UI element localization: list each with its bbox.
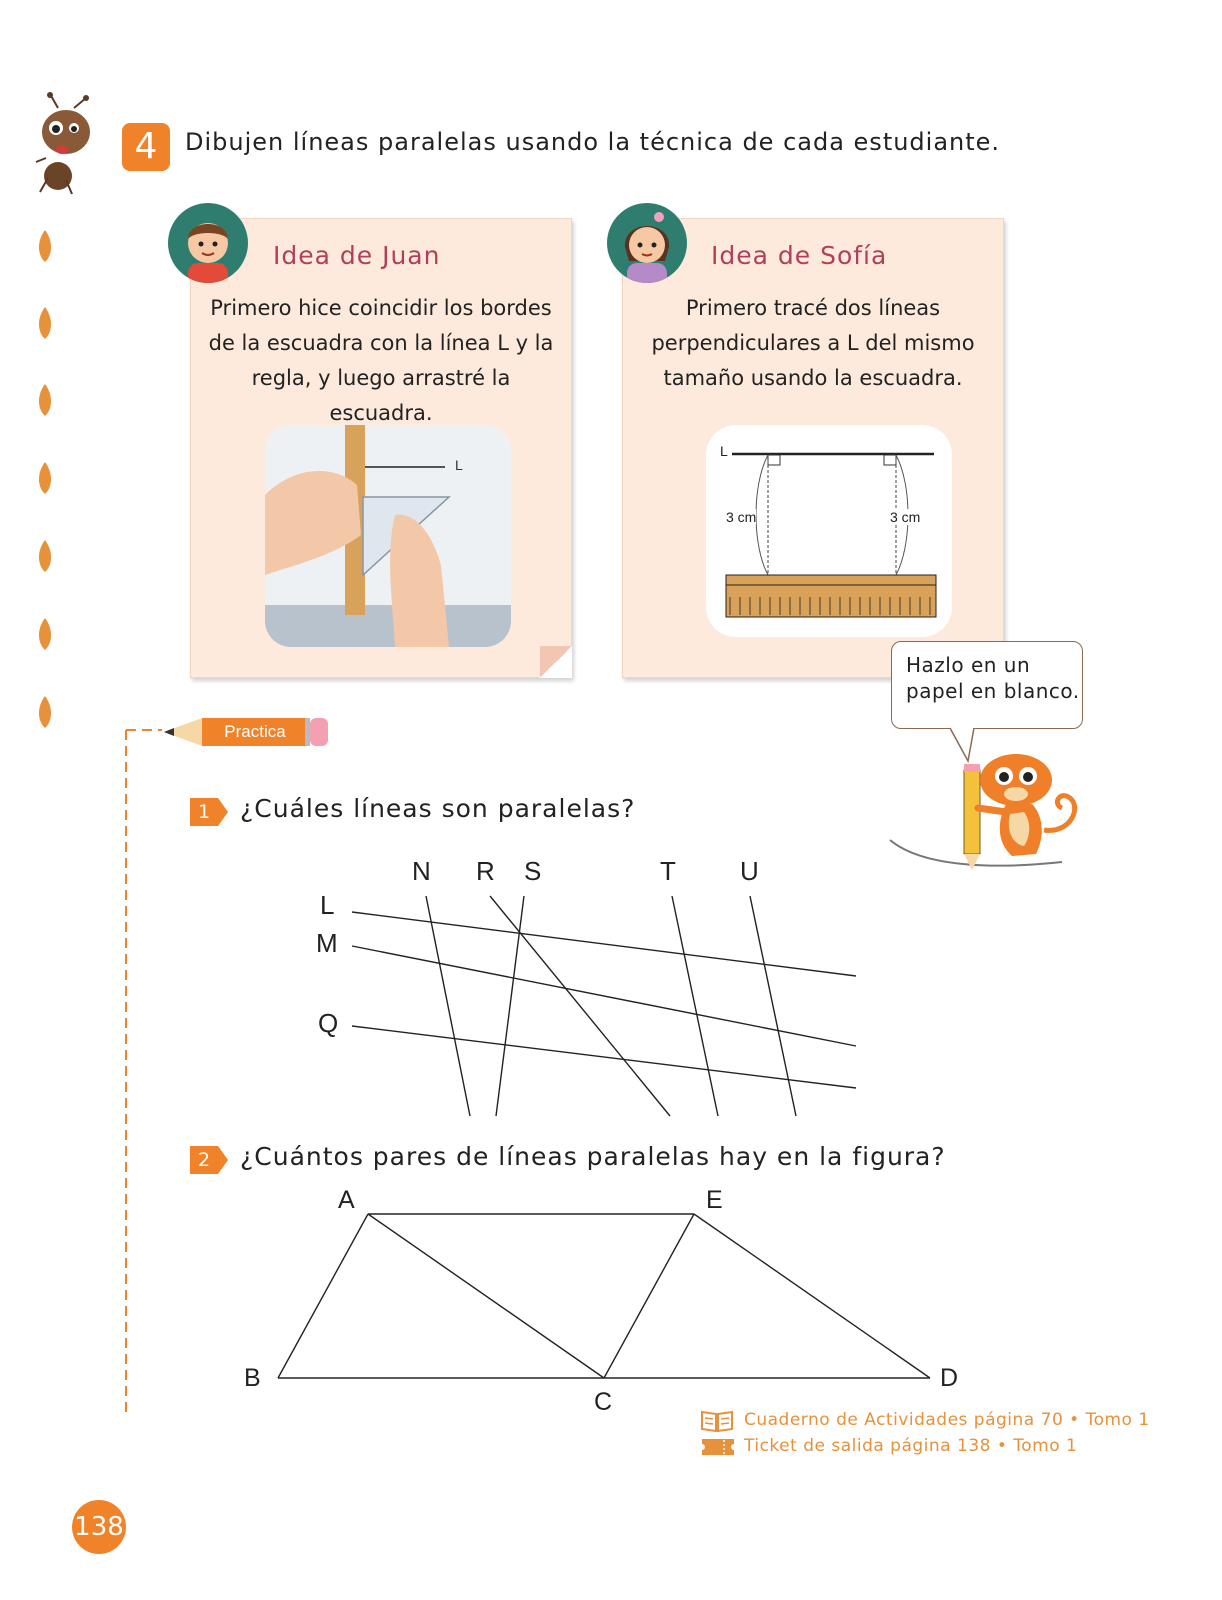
leaf-icon xyxy=(36,230,54,262)
q1-question: ¿Cuáles líneas son paralelas? xyxy=(240,794,636,823)
sofia-measure-left: 3 cm xyxy=(726,509,757,525)
practica-label: Practica xyxy=(205,718,305,746)
leaf-icon xyxy=(36,696,54,728)
sofia-avatar xyxy=(607,203,687,283)
sofia-line-label: L xyxy=(720,443,728,459)
vertex-A: A xyxy=(338,1186,355,1214)
q1-badge: 1 xyxy=(190,798,218,826)
task-instruction: Dibujen líneas paralelas usando la técnica de cada estudiante. xyxy=(185,128,1001,156)
monkey-mascot xyxy=(886,734,1100,874)
bubble-line-2: papel en blanco. xyxy=(906,679,1080,703)
page-number: 138 xyxy=(72,1500,126,1554)
bubble-line-1: Hazlo en un xyxy=(906,653,1031,677)
sofia-card-text: Primero tracé dos líneas perpendiculares a L del mismo tamaño usando la escuadra. xyxy=(651,296,975,390)
line-U xyxy=(750,896,796,1116)
label-L: L xyxy=(320,890,335,920)
leaf-icon xyxy=(36,462,54,494)
line-T xyxy=(672,896,718,1116)
speech-bubble xyxy=(891,641,1083,729)
vertex-E: E xyxy=(706,1186,723,1214)
q1-lines-figure xyxy=(300,848,870,1128)
line-S xyxy=(496,896,524,1116)
label-U: U xyxy=(740,856,759,886)
page-fold xyxy=(540,646,572,678)
q2-figure xyxy=(240,1186,970,1416)
label-M: M xyxy=(316,928,338,958)
sofia-figure xyxy=(706,425,952,637)
juan-card-title: Idea de Juan xyxy=(273,241,441,270)
ticket-icon xyxy=(700,1438,736,1456)
ticket-reference: Ticket de salida página 138 • Tomo 1 xyxy=(744,1436,1078,1456)
vertex-C: C xyxy=(594,1388,613,1416)
label-N: N xyxy=(412,856,431,886)
line-M xyxy=(352,946,856,1046)
juan-card-text: Primero hice coincidir los bordes de la escuadra con la línea L y la regla, y luego arrastré la escuadra. xyxy=(208,296,554,425)
leaf-icon xyxy=(36,307,54,339)
sofia-measure-right: 3 cm xyxy=(890,509,921,525)
practica-bracket xyxy=(124,728,164,1418)
leaf-icon xyxy=(36,540,54,572)
line-R xyxy=(490,896,670,1116)
juan-photo xyxy=(265,425,511,647)
label-Q: Q xyxy=(318,1008,339,1038)
book-icon xyxy=(700,1410,734,1432)
line-N xyxy=(426,896,470,1116)
line-L xyxy=(352,912,856,976)
sofia-card-title: Idea de Sofía xyxy=(711,241,888,270)
vertex-B: B xyxy=(244,1364,261,1392)
vertex-D: D xyxy=(940,1364,959,1392)
label-R: R xyxy=(476,856,495,886)
leaf-icon xyxy=(36,384,54,416)
label-S: S xyxy=(524,856,542,886)
task-number-badge: 4 xyxy=(122,123,170,171)
juan-avatar xyxy=(168,203,248,283)
juan-photo-label: L xyxy=(455,457,463,473)
q2-badge: 2 xyxy=(190,1146,218,1174)
q2-question: ¿Cuántos pares de líneas paralelas hay en la figura? xyxy=(240,1142,946,1171)
ant-mascot xyxy=(24,92,104,198)
activity-reference: Cuaderno de Actividades página 70 • Tomo 1 xyxy=(744,1410,1150,1430)
leaf-icon xyxy=(36,618,54,650)
label-T: T xyxy=(660,856,676,886)
